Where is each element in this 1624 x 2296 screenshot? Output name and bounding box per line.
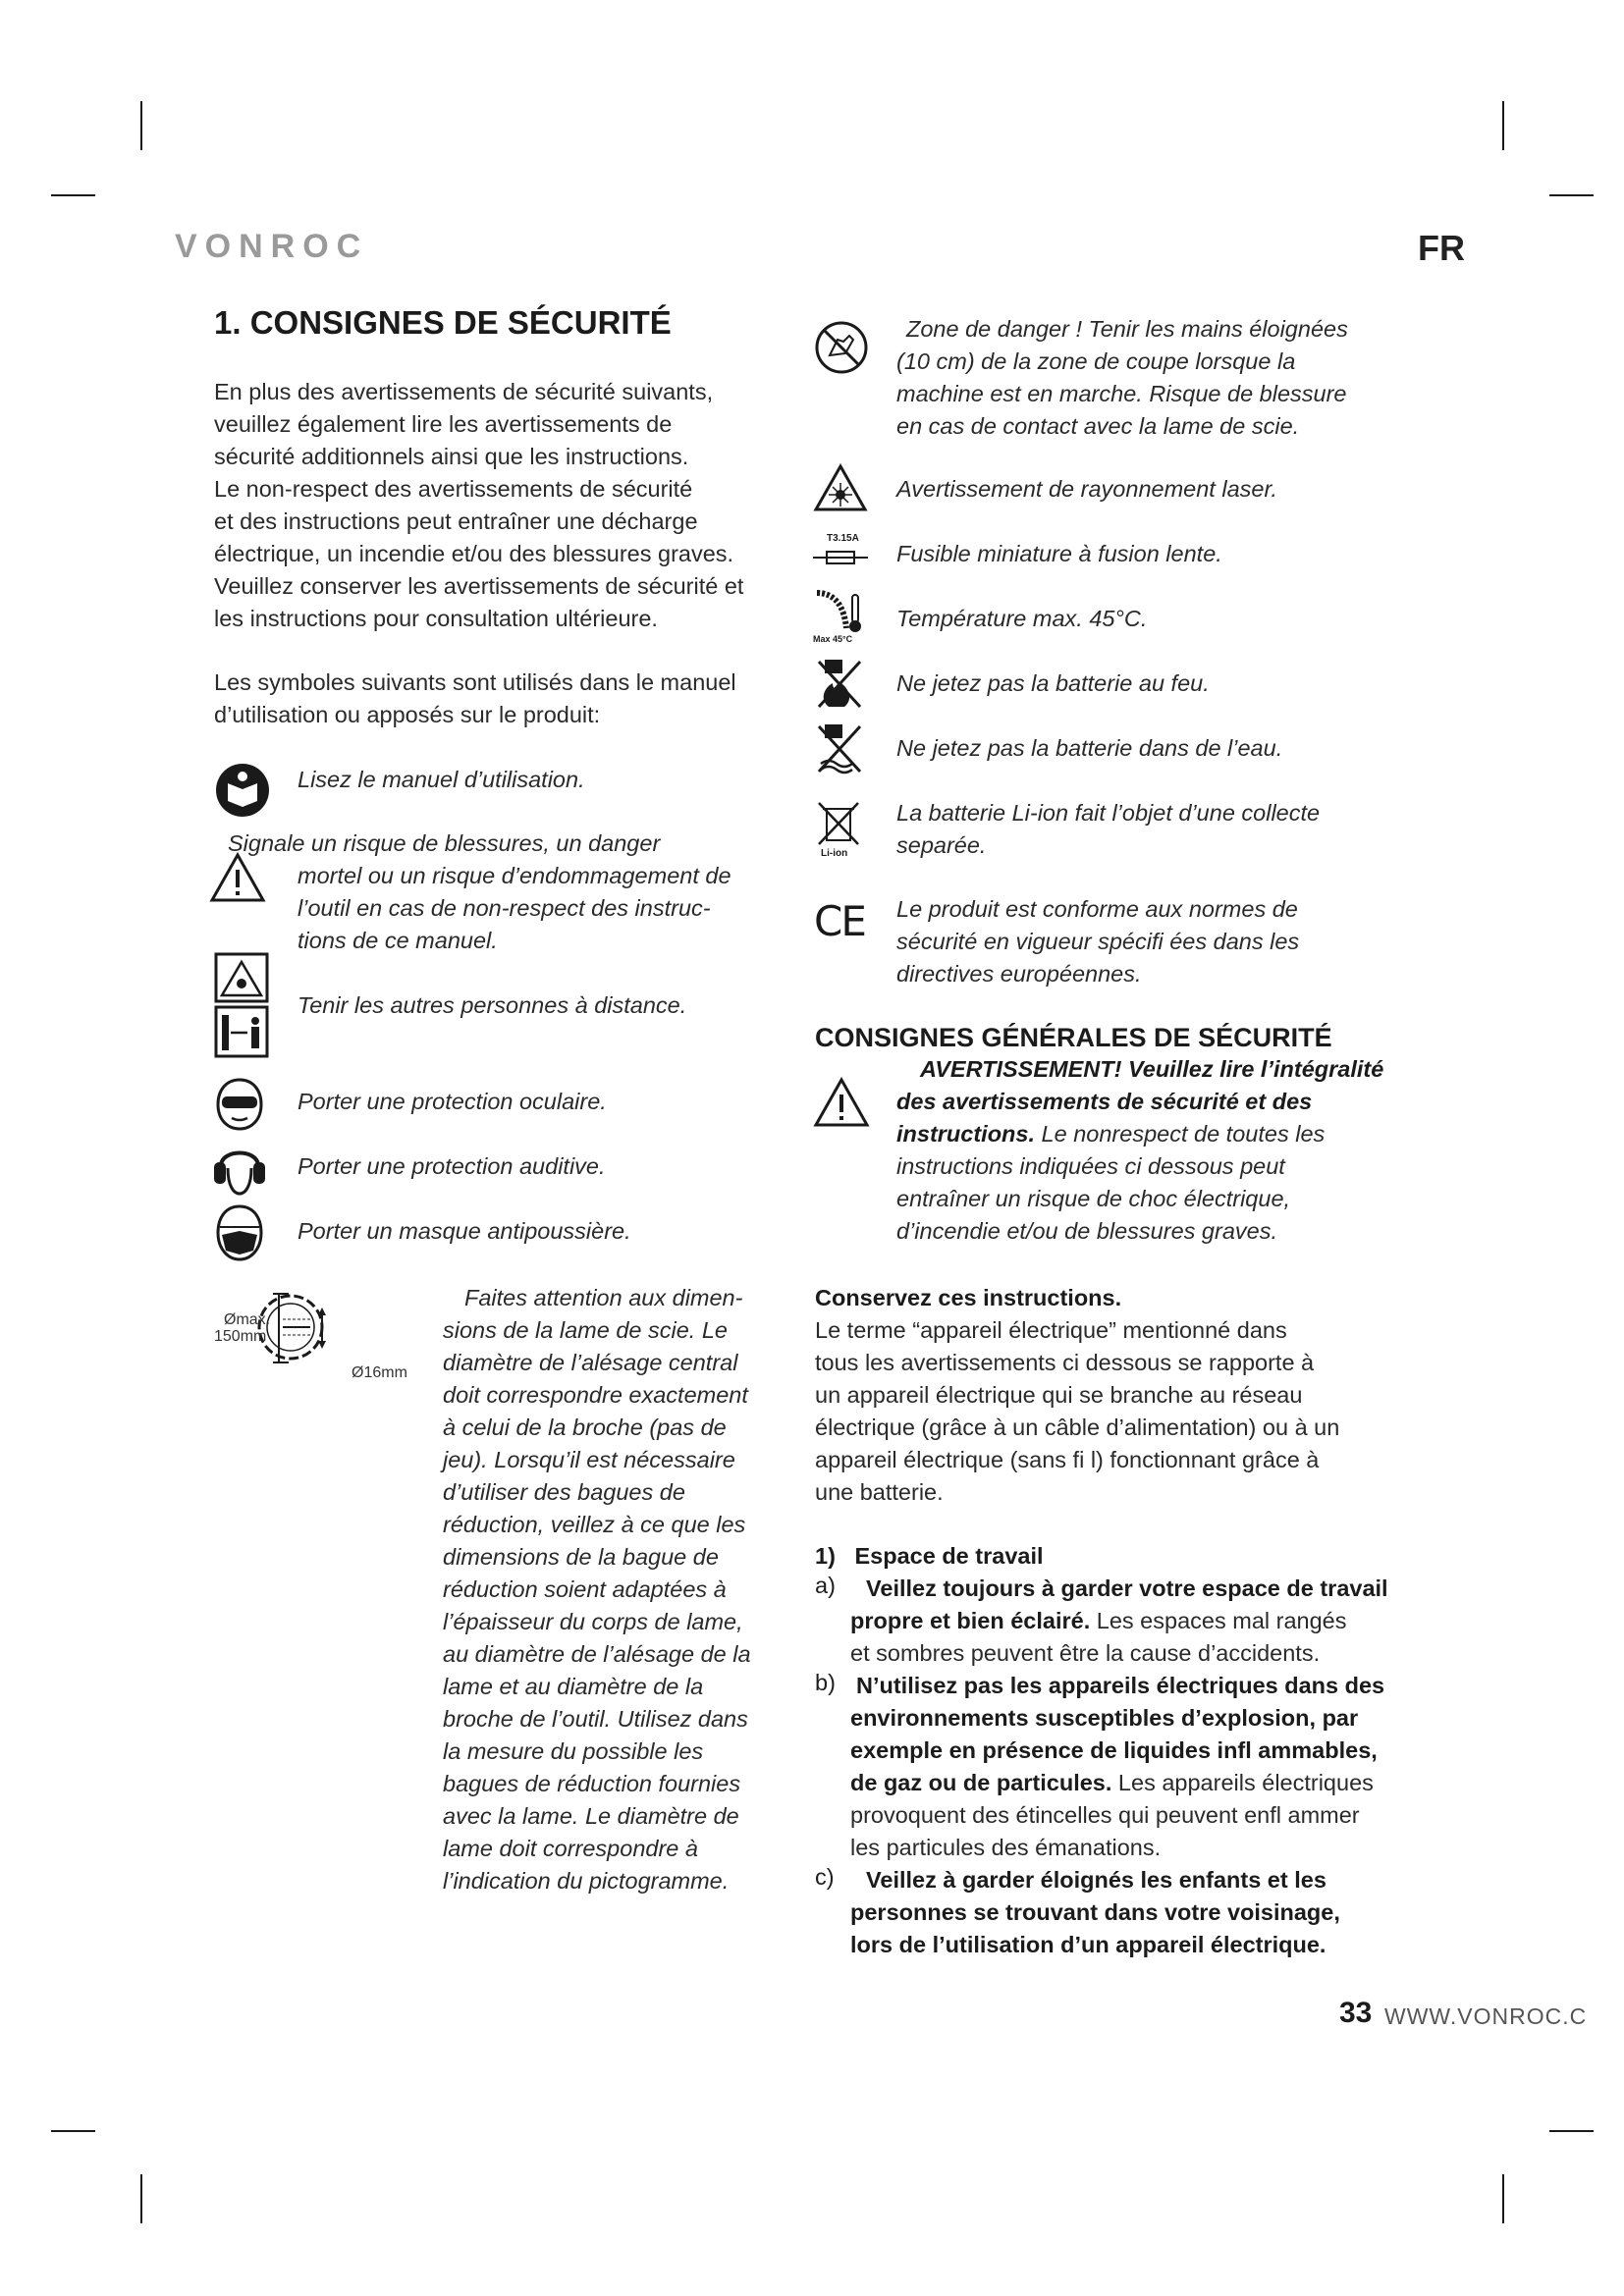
crop-mark (1549, 2130, 1594, 2132)
no-water-icon (815, 721, 864, 775)
intro-line: sécurité additionnels ainsi que les instructions. (214, 444, 689, 469)
ce-mark-icon: CE (814, 897, 865, 945)
general-warning-bold-word: instructions. (896, 1121, 1036, 1147)
general-warning-line: entraîner un risque de choc électrique, (896, 1186, 1291, 1211)
general-warning-bold-line: des avertissements de sécurité et des (896, 1089, 1313, 1114)
keep-line: un appareil électrique qui se branche au réseau (815, 1382, 1303, 1408)
blade-line: Faites attention aux dimen- (464, 1285, 743, 1310)
warning-line: tions de ce manuel. (298, 928, 498, 953)
recycle-line: separée. (896, 832, 987, 858)
ce-line: Le produit est conforme aux normes de (896, 896, 1298, 922)
item-b-line: provoquent des étincelles qui peuvent enfl ammer (850, 1802, 1360, 1828)
ear-protection-icon (211, 1139, 268, 1198)
symbols-intro-line: Les symboles suivants sont utilisés dans le manuel (214, 669, 736, 695)
dust-mask-icon (214, 1203, 265, 1262)
no-fire-icon (815, 656, 864, 711)
symbol-text-dust-mask: Porter un masque antipoussière. (298, 1218, 631, 1244)
symbol-text-warning (228, 828, 797, 957)
warning-line: mortel ou un risque d’endommagement de (298, 863, 731, 888)
read-manual-icon (214, 762, 271, 819)
blade-bore-label: Ø16mm (352, 1364, 407, 1381)
blade-line: doit correspondre exactement (443, 1382, 748, 1408)
item-c-bold-line: personnes se trouvant dans votre voisinage, (850, 1899, 1340, 1925)
temperature-icon (813, 589, 868, 638)
eye-protection-icon (214, 1077, 265, 1132)
symbol-text-keep-distance: Tenir les autres personnes à distance. (298, 992, 687, 1018)
blade-line: bagues de réduction fournies (443, 1771, 741, 1796)
crop-mark (51, 194, 95, 196)
crop-mark (1549, 194, 1594, 196)
warning-line: Signale un risque de blessures, un danger (228, 830, 661, 856)
general-warning-bold-line: AVERTISSEMENT! Veuillez lire l’intégralité (920, 1056, 1384, 1082)
item-b-mixed-line (850, 1767, 1420, 1799)
symbol-text-laser: Avertissement de rayonnement laser. (896, 476, 1277, 502)
item-a-rest: Les espaces mal rangés (1090, 1608, 1347, 1633)
general-warning-line: instructions indiquées ci dessous peut (896, 1153, 1285, 1179)
symbol-text-read-manual: Lisez le manuel d’utilisation. (298, 767, 585, 792)
item-a-mixed-line (850, 1605, 1420, 1637)
blade-line: l’épaisseur du corps de lame, (443, 1609, 743, 1634)
blade-max-label: Ømax. (224, 1311, 271, 1328)
item-a-line: et sombres peuvent être la cause d’accidents. (850, 1640, 1321, 1666)
item-b-rest: Les appareils électriques (1111, 1770, 1374, 1795)
blade-text (443, 1282, 796, 1897)
crop-mark (51, 2130, 95, 2132)
item-c (850, 1864, 1420, 1961)
intro-paragraph (214, 376, 803, 635)
ce-line: sécurité en vigueur spécifi ées dans les (896, 929, 1300, 954)
laser-warning-icon (813, 463, 868, 512)
work-area-title: 1) Espace de travail (815, 1543, 1044, 1569)
keep-line: appareil électrique (sans fi l) fonctionnant grâce à (815, 1447, 1320, 1472)
item-c-bold-line: Veillez à garder éloignés les enfants et les (866, 1867, 1326, 1893)
blade-line: dimensions de la bague de (443, 1544, 719, 1570)
crop-mark (140, 101, 142, 150)
symbol-text-temperature: Température max. 45°C. (896, 606, 1148, 631)
recycle-bin-label: Li-ion (821, 848, 848, 859)
blade-line: broche de l’outil. Utilisez dans (443, 1706, 748, 1732)
crop-mark (1502, 2174, 1504, 2223)
blade-line: diamètre de l’alésage central (443, 1350, 738, 1375)
item-b-bold-line: exemple en présence de liquides infl ammables, (850, 1737, 1378, 1763)
item-a-bold-line: Veillez toujours à garder votre espace de travail (866, 1575, 1388, 1601)
hand-danger-line: machine est en marche. Risque de blessure (896, 381, 1347, 406)
hand-danger-line: (10 cm) de la zone de coupe lorsque la (896, 348, 1296, 374)
hand-danger-icon (814, 320, 869, 375)
keep-instructions-title: Conservez ces instructions. (815, 1285, 1122, 1310)
symbol-text-hand-danger (896, 313, 1407, 443)
intro-line: veuillez également lire les avertissements de (214, 411, 673, 437)
blade-line: l’indication du pictogramme. (443, 1868, 730, 1894)
temperature-label: Max 45°C (813, 634, 853, 644)
intro-line: Le non-respect des avertissements de sécurité (214, 476, 693, 502)
keep-line: une batterie. (815, 1479, 944, 1505)
symbol-text-no-water: Ne jetez pas la batterie dans de l’eau. (896, 735, 1283, 761)
warning-triangle-icon (209, 852, 266, 903)
blade-line: lame doit correspondre à (443, 1836, 698, 1861)
item-a (850, 1573, 1420, 1670)
intro-line: Veuillez conserver les avertissements de sécurité et (214, 573, 744, 599)
page-title: 1. CONSIGNES DE SÉCURITÉ (214, 304, 672, 341)
brand-logo: VONROC (175, 228, 369, 265)
ce-line: directives européennes. (896, 961, 1142, 987)
crop-mark (1502, 101, 1504, 150)
hand-danger-line: Zone de danger ! Tenir les mains éloignées (906, 316, 1348, 342)
intro-line: et des instructions peut entraîner une décharge (214, 508, 698, 534)
symbols-intro-line: d’utilisation ou apposés sur le produit: (214, 702, 601, 727)
blade-line: au diamètre de l’alésage de la (443, 1641, 751, 1667)
item-b-marker: b) (815, 1670, 836, 1695)
blade-line: la mesure du possible les (443, 1738, 704, 1764)
intro-line: En plus des avertissements de sécurité suivants, (214, 379, 714, 404)
general-warning-line: d’incendie et/ou de blessures graves. (896, 1218, 1277, 1244)
general-warning-mixed-line (896, 1118, 1407, 1150)
symbol-text-ce (896, 893, 1407, 990)
crop-mark (140, 2174, 142, 2223)
blade-line: sions de la lame de scie. Le (443, 1317, 728, 1343)
symbols-intro (214, 667, 803, 731)
symbol-text-fuse: Fusible miniature à fusion lente. (896, 541, 1222, 566)
keep-instructions-text (815, 1314, 1404, 1509)
blade-line: lame et au diamètre de la (443, 1674, 704, 1699)
item-a-marker: a) (815, 1573, 836, 1598)
blade-line: réduction soient adaptées à (443, 1576, 727, 1602)
keep-line: électrique (grâce à un câble d’alimentation) ou à un (815, 1415, 1340, 1440)
blade-max-label-mm: 150mm (214, 1328, 267, 1345)
general-warning-rest: Le nonrespect de toutes les (1035, 1121, 1326, 1147)
website-url[interactable]: WWW.VONROC.C (1384, 2003, 1588, 2029)
warning-triangle-icon (813, 1077, 870, 1128)
blade-line: à celui de la broche (pas de (443, 1415, 727, 1440)
symbol-text-ear-protection: Porter une protection auditive. (298, 1153, 606, 1179)
item-c-bold-line: lors de l’utilisation d’un appareil électrique. (850, 1932, 1326, 1957)
symbol-text-no-fire: Ne jetez pas la batterie au feu. (896, 670, 1210, 696)
symbol-text-eye-protection: Porter une protection oculaire. (298, 1089, 607, 1114)
item-b-bold-line: environnements susceptibles d’explosion, par (850, 1705, 1359, 1731)
item-b-line: les particules des émanations. (850, 1835, 1162, 1860)
general-warning-text (896, 1053, 1407, 1248)
keep-distance-icon (214, 952, 269, 1060)
fuse-label: T3.15A (827, 533, 859, 544)
keep-line: tous les avertissements ci dessous se rapporte à (815, 1350, 1315, 1375)
blade-line: d’utiliser des bagues de (443, 1479, 685, 1505)
item-b-bold-line: N’utilisez pas les appareils électriques dans des (856, 1673, 1385, 1698)
warning-line: l’outil en cas de non-respect des instruc- (298, 895, 711, 921)
recycle-bin-icon (815, 799, 862, 848)
general-safety-title: CONSIGNES GÉNÉRALES DE SÉCURITÉ (815, 1023, 1332, 1052)
intro-line: électrique, un incendie et/ou des blessures graves. (214, 541, 734, 566)
item-b-bold: de gaz ou de particules. (850, 1770, 1112, 1795)
language-code: FR (1418, 228, 1465, 268)
page-number: 33 (1339, 1997, 1373, 2029)
intro-line: les instructions pour consultation ultérieure. (214, 606, 658, 631)
hand-danger-line: en cas de contact avec la lame de scie. (896, 413, 1300, 439)
keep-line: Le terme “appareil électrique” mentionné dans (815, 1317, 1287, 1343)
blade-line: jeu). Lorsqu’il est nécessaire (443, 1447, 735, 1472)
item-b (850, 1670, 1420, 1864)
item-c-marker: c) (815, 1864, 835, 1890)
symbol-text-recycle (896, 797, 1407, 862)
blade-line: avec la lame. Le diamètre de (443, 1803, 739, 1829)
recycle-line: La batterie Li-ion fait l’objet d’une collecte (896, 800, 1321, 826)
item-a-bold: propre et bien éclairé. (850, 1608, 1091, 1633)
blade-line: réduction, veillez à ce que les (443, 1512, 746, 1537)
